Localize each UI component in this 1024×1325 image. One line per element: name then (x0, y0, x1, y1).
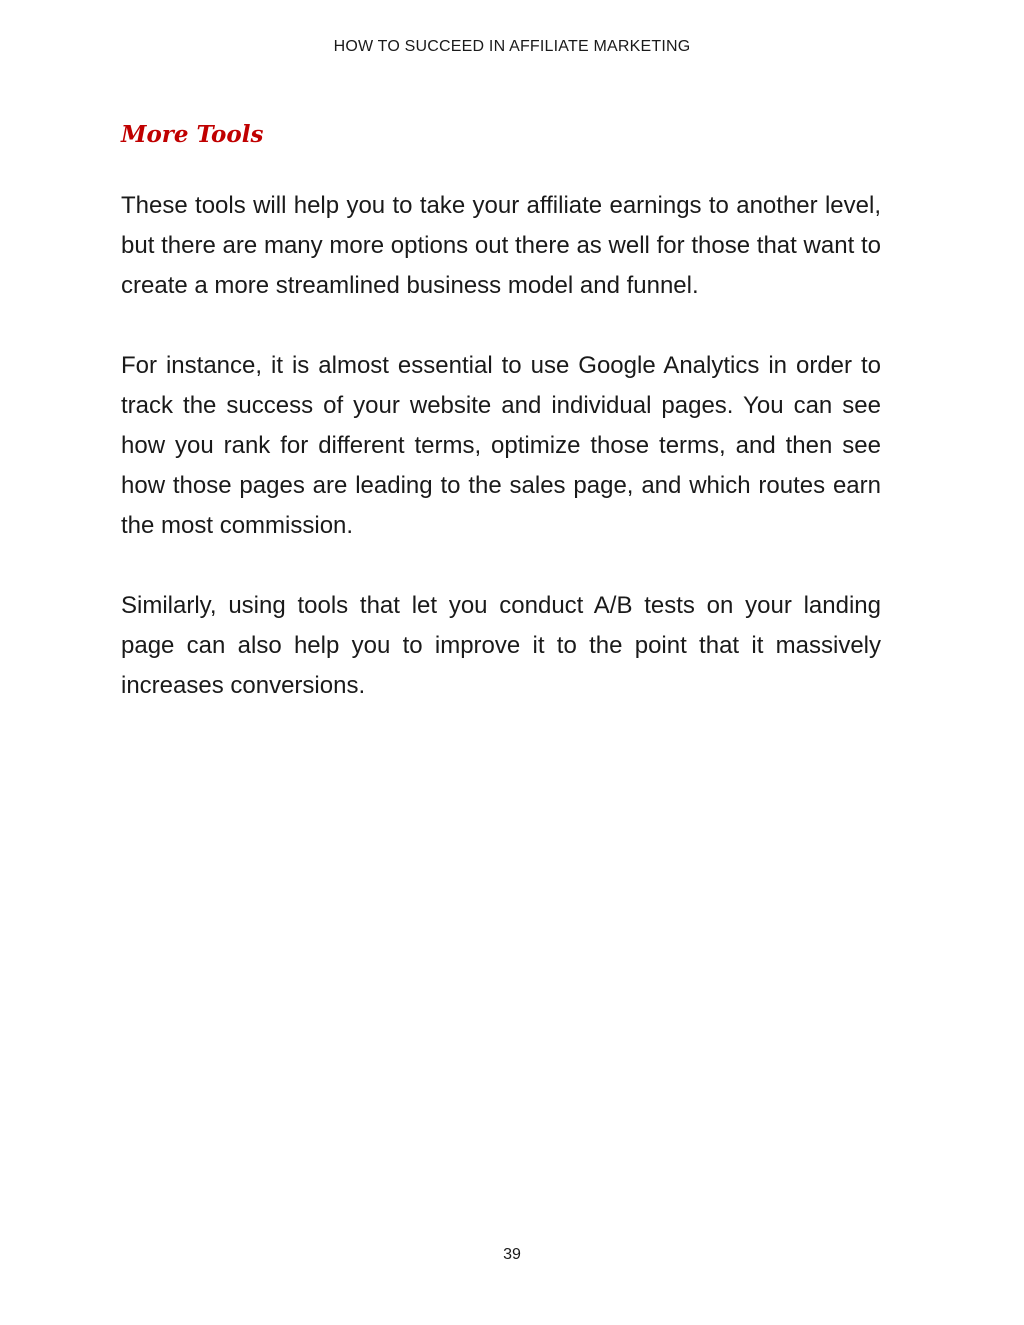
section-title: More Tools (121, 121, 264, 148)
paragraph-google-analytics: For instance, it is almost essential to use Google Analytics in order to track the success of your website and individual pages. You can see how you rank for different terms, optimize those terms, and then see how those pages are leading to the sales page, and which routes earn the most commission. (121, 352, 881, 539)
page-number: 39 (503, 1246, 521, 1263)
page-content (121, 118, 881, 746)
running-header: HOW TO SUCCEED IN AFFILIATE MARKETING (333, 38, 691, 55)
paragraph-ab-testing: Similarly, using tools that let you conduct A/B tests on your landing page can also help you to improve it to the point that it massively increases conversions. (121, 592, 881, 699)
paragraph-intro: These tools will help you to take your affiliate earnings to another level, but there are many more options out there as well for those that want to create a more streamlined business model and funnel. (121, 192, 881, 299)
